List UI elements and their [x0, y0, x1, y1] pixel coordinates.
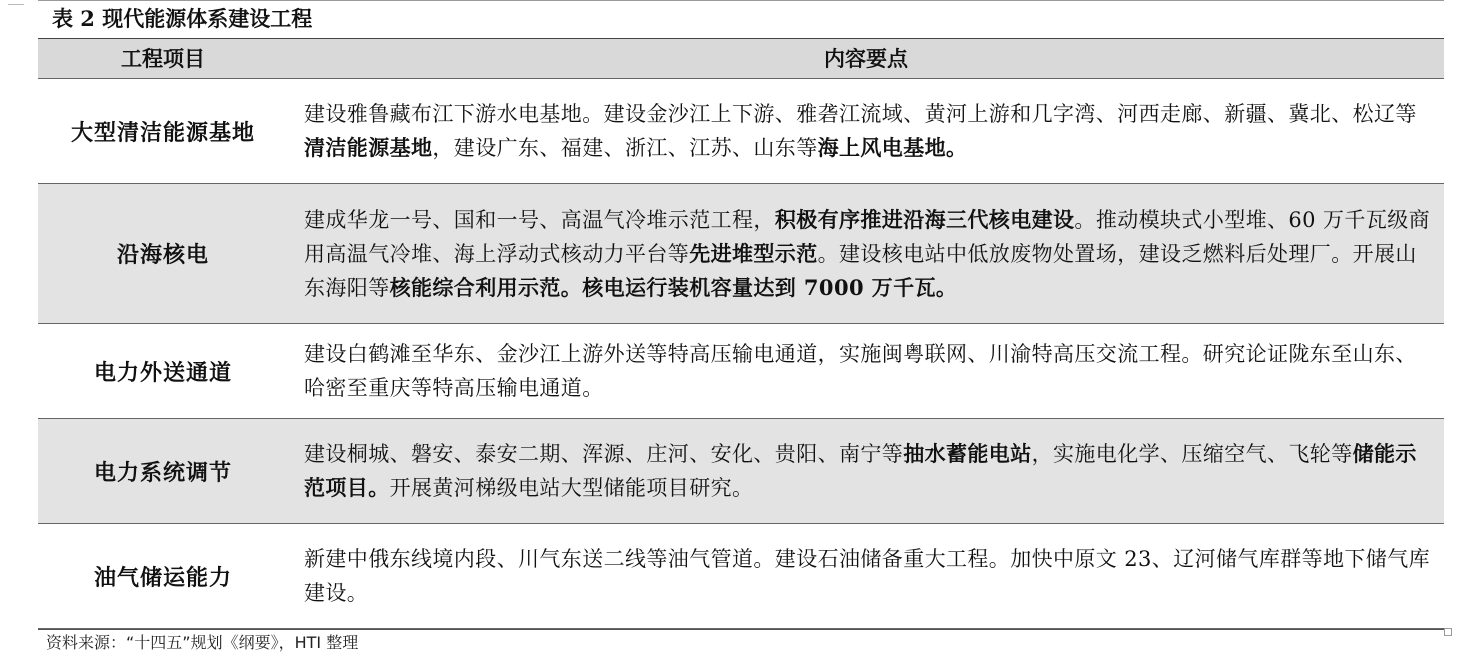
- bold-text-segment: 积极有序推进沿海三代核电建设: [774, 206, 1075, 232]
- text-segment: 建设桐城、磐安、泰安二期、浑源、庄河、安化、贵阳、南宁等: [304, 442, 904, 466]
- bold-text-segment: 核能综合利用示范。核电运行装机容量达到 7000 万千瓦。: [389, 274, 958, 300]
- row-content: [304, 542, 1436, 610]
- row-project-name: 电力外送通道: [93, 359, 232, 386]
- text-segment: 建设雅鲁藏布江下游水电基地。建设金沙江上下游、雅砻江流域、黄河上游和几字湾、河西走廊、新疆、冀北、松辽等: [304, 102, 1417, 126]
- text-segment: 建设白鹤滩至华东、金沙江上游外送等特高压输电通道，实施闽粤联网、川渝特高压交流工程。研究论证陇东至山东、哈密至重庆等特高压输电通道。: [304, 342, 1417, 400]
- table-row: [38, 79, 1444, 184]
- row-project-name: 油气储运能力: [93, 564, 232, 591]
- text-segment: 。推动模块式小型堆、60 万千瓦级商用高温气冷堆、海上浮动式核动力平台等: [304, 207, 1431, 266]
- row-content: [304, 337, 1436, 405]
- bold-text-segment: 海上风电基地。: [817, 135, 968, 160]
- source-note: 资料来源：“十四五”规划《纲要》，HTI 整理: [46, 633, 359, 652]
- corner-handle: [1444, 628, 1452, 636]
- bold-text-segment: 清洁能源基地: [304, 135, 433, 160]
- text-segment: 新建中俄东线境内段、川气东送二线等油气管道。建设石油储备重大工程。加快中原文 23、辽河储气库群等地下储气库建设。: [304, 547, 1430, 605]
- header-content: 内容要点: [824, 46, 908, 71]
- table-row: [38, 419, 1444, 524]
- bold-text-segment: 储能示范项目。: [304, 441, 1417, 500]
- text-segment: ，实施电化学、压缩空气、飞轮等: [1031, 442, 1353, 466]
- row-project-name: 电力系统调节: [93, 459, 232, 486]
- row-content: [304, 437, 1436, 505]
- text-segment: 。建设核电站中低放废物处置场，建设乏燃料后处理厂。开展山东海阳等: [304, 241, 1417, 300]
- text-segment: ，建设广东、福建、浙江、江苏、山东等: [432, 136, 818, 160]
- table-row: [38, 324, 1444, 419]
- table-header: [38, 38, 1444, 79]
- text-segment: 开展黄河梯级电站大型储能项目研究。: [389, 476, 754, 500]
- bold-text-segment: 抽水蓄能电站: [903, 441, 1032, 466]
- text-segment: 建成华龙一号、国和一号、高温气冷堆示范工程，: [304, 207, 775, 232]
- table-row: [38, 524, 1444, 629]
- bold-text-segment: 先进堆型示范: [689, 240, 818, 266]
- energy-projects-table: [38, 38, 1444, 630]
- header-project: 工程项目: [121, 46, 205, 71]
- corner-mark: [8, 4, 24, 5]
- table-title: 表 2 现代能源体系建设工程: [38, 0, 1444, 38]
- row-content: [304, 97, 1436, 165]
- table-row: [38, 184, 1444, 324]
- row-project-name: 沿海核电: [116, 242, 209, 268]
- row-content: [304, 203, 1436, 305]
- row-project-name: 大型清洁能源基地: [70, 119, 255, 146]
